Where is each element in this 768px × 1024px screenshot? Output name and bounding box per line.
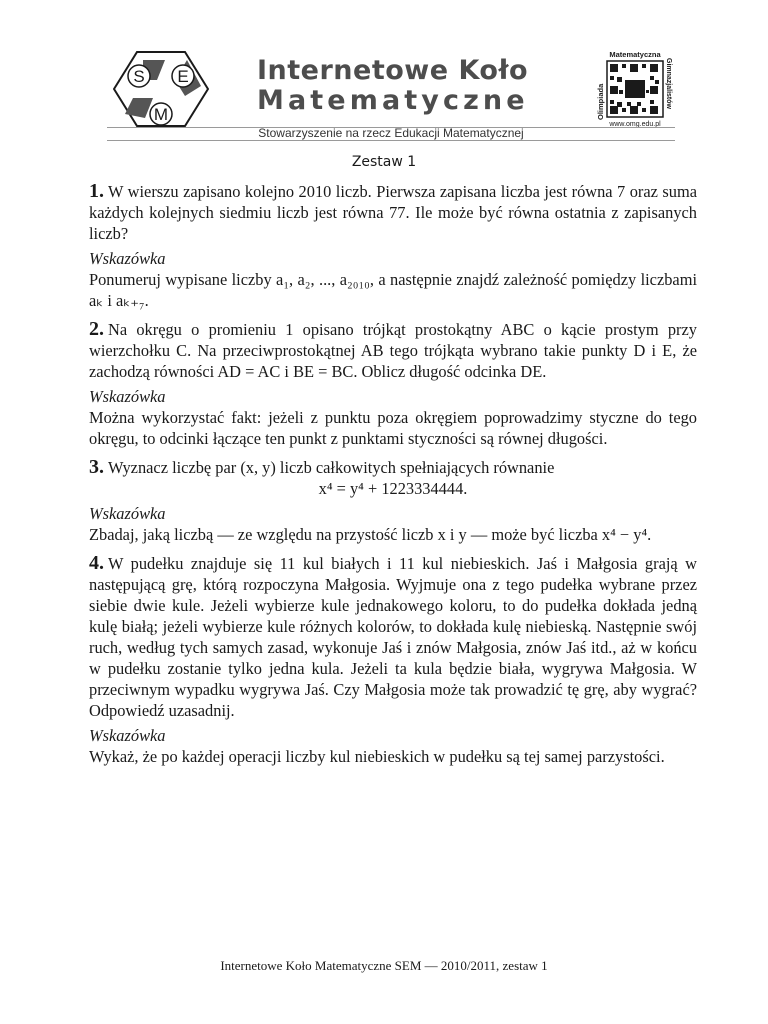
omg-logo bbox=[595, 50, 675, 130]
problem-body: W pudełku znajduje się 11 kul białych i 11 kul niebieskich. Jaś i Małgosia grają w następującą grę, którą rozpoczyna Małgosia. Wyjmuje ona z tego pudełka wybrane przez siebie dwie kule. Jeżeli wybierze kule jednakowego koloru, to do pudełka dokłada jedną kulę białą; jeżeli wybierze kule różnych kolorów, to dokłada kulę niebieską. Następnie swój ruch, według tych samych zasad, wykonuje Jaś i znów Małgosia, znów Jaś itd., aż w końcu w pudełku zostanie tylko jedna kula. Jeżeli ta kula będzie biała, wygrywa Małgosia. W przeciwnym wypadku wygrywa Jaś. Czy Małgosia może tak prowadzić tę grę, aby wygrać? Odpowiedź uzasadnij. bbox=[89, 554, 697, 720]
logo-letter-s: S bbox=[133, 67, 145, 86]
hint-label: Wskazówka bbox=[89, 504, 166, 523]
page-footer: Internetowe Koło Matematyczne SEM — 2010/2011, zestaw 1 bbox=[220, 958, 548, 973]
problem-number: 1. bbox=[89, 180, 104, 202]
problem-number: 4. bbox=[89, 552, 104, 574]
problem-1 bbox=[89, 181, 697, 311]
problem-body: W wierszu zapisano kolejno 2010 liczb. Pierwsza zapisana liczba jest równa 7 oraz suma każdych kolejnych siedmiu liczb jest równa 77. Ile może być równa ostatnia z zapisanych liczb? bbox=[89, 182, 697, 243]
hint-text: Można wykorzystać fakt: jeżeli z punktu poza okręgiem poprowadzimy styczne do tego okręgu, to odcinki łączące ten punkt z punktami styczności są równej długości. bbox=[89, 408, 697, 448]
hint-text: Zbadaj, jaką liczbą — ze względu na przystość liczb x i y — może być liczba x⁴ − y⁴. bbox=[89, 525, 652, 544]
problem-body: Wyznacz liczbę par (x, y) liczb całkowitych spełniających równanie bbox=[108, 458, 555, 477]
problem-3 bbox=[89, 457, 697, 545]
hint-label: Wskazówka bbox=[89, 249, 166, 268]
title-line-2: Matematyczne bbox=[257, 85, 529, 116]
site-title bbox=[257, 56, 529, 116]
hint-text: Ponumeruj wypisane liczby a₁, a₂, ..., a₂₀₁₀, a następnie znajdź zależność pomiędzy liczbami aₖ i aₖ₊₇. bbox=[89, 270, 697, 310]
logo-letter-e: E bbox=[177, 67, 189, 86]
sem-logo bbox=[113, 50, 209, 128]
problem-body: Na okręgu o promieniu 1 opisano trójkąt prostokątny ABC o kącie prostym przy wierzchołku C. Na przeciwprostokątnej AB tego trójkąta wybrano takie punkty D i E, że zachodzą równości AD = AC i BE = BC. Oblicz długość odcinka DE. bbox=[89, 320, 697, 381]
problem-number: 2. bbox=[89, 318, 104, 340]
page-header bbox=[107, 50, 675, 142]
problem-4 bbox=[89, 553, 697, 767]
logo-letter-m: M bbox=[153, 105, 169, 124]
equation: x⁴ = y⁴ + 1223334444. bbox=[318, 479, 468, 498]
title-line-1: Internetowe Koło bbox=[257, 55, 529, 86]
problem-text bbox=[89, 457, 697, 478]
hint-label: Wskazówka bbox=[89, 726, 166, 745]
problem-text bbox=[89, 319, 697, 382]
hint-text: Wykaż, że po każdej operacji liczby kul niebieskich w pudełku są tej samej parzystości. bbox=[89, 747, 665, 766]
omg-logo-pattern bbox=[607, 61, 663, 117]
problem-text bbox=[89, 553, 697, 721]
problem-number: 3. bbox=[89, 456, 104, 478]
omg-logo-left-text: Olimpiada bbox=[596, 83, 605, 120]
header-subtitle: Stowarzyszenie na rzecz Edukacji Matematycznej bbox=[258, 126, 524, 140]
omg-logo-url: www.omg.edu.pl bbox=[609, 121, 661, 128]
omg-logo-right-text: Gimnazjalistów bbox=[665, 58, 672, 109]
set-title: Zestaw 1 bbox=[351, 154, 417, 170]
problem-2 bbox=[89, 319, 697, 449]
problem-list bbox=[89, 181, 697, 767]
hint-label: Wskazówka bbox=[89, 387, 166, 406]
omg-logo-top-text: Matematyczna bbox=[609, 50, 661, 59]
header-rule-bottom bbox=[107, 140, 675, 141]
problem-text bbox=[89, 181, 697, 244]
